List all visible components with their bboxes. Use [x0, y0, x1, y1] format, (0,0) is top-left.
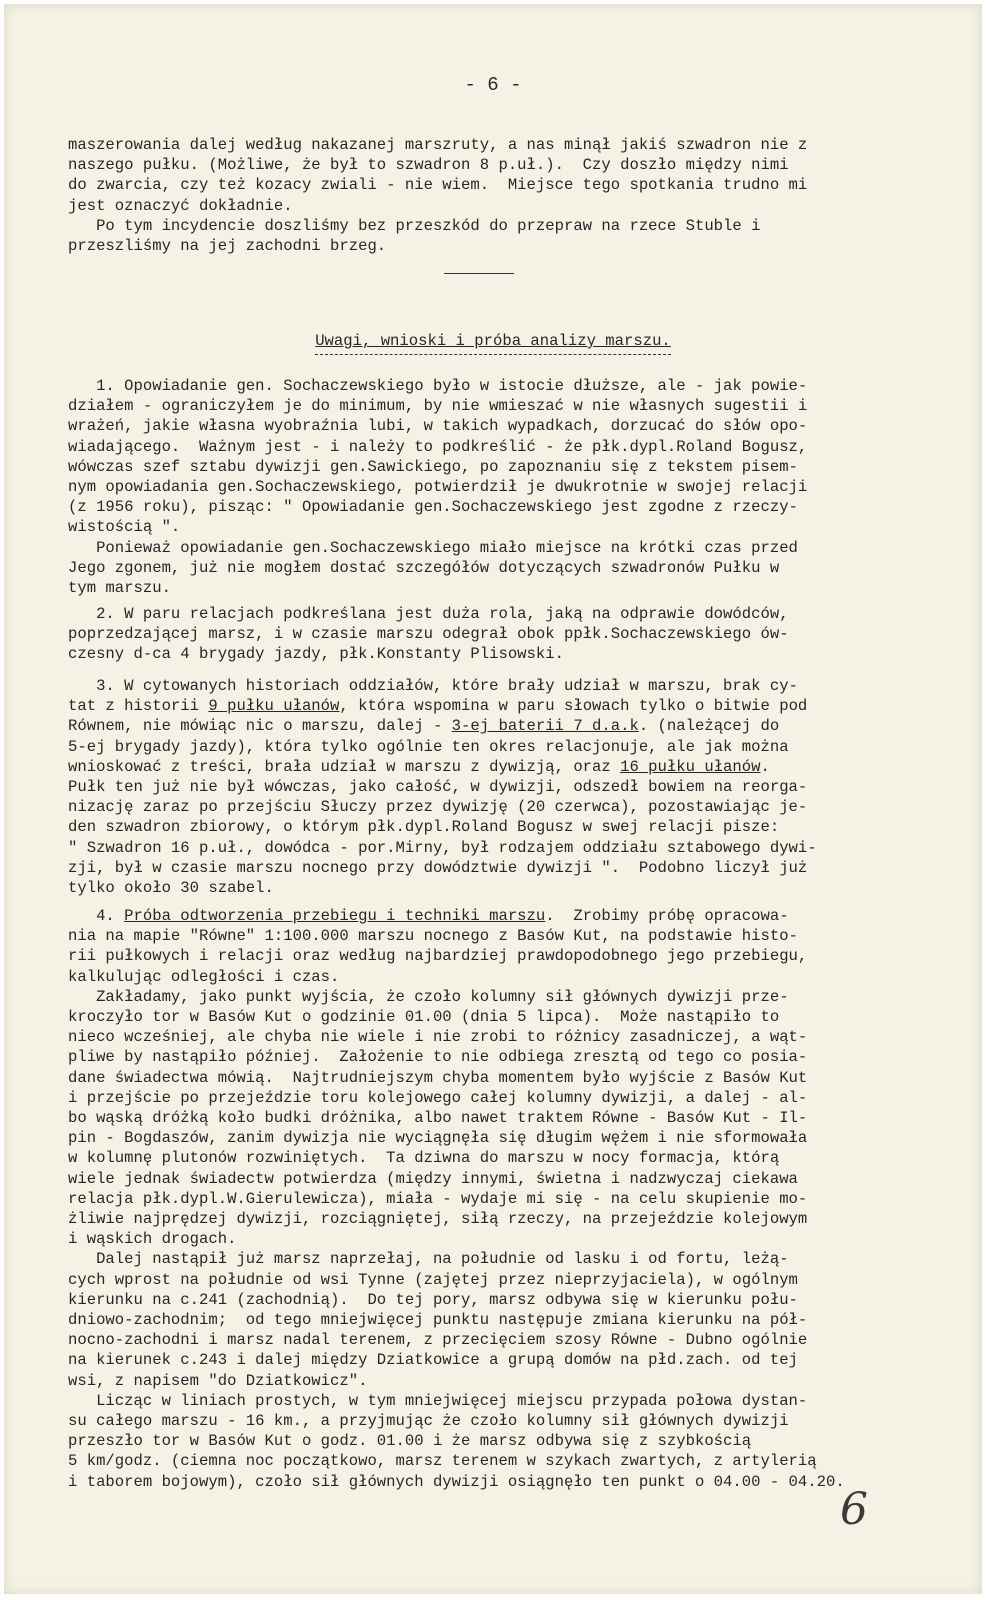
text-run: 4.	[68, 907, 125, 925]
section-divider	[444, 273, 514, 274]
text-line	[68, 906, 880, 926]
text-line: do zwarcia, czy też kozacy zwiali - nie wiem. Miejsce tego spotkania trudno mi	[68, 176, 808, 195]
text-line: Pułk ten już nie był wówczas, jako całość, w dywizji, odszedł bowiem na reorga-	[68, 778, 808, 797]
text-line: i przejście po przejeździe toru kolejowego całej kolumny dywizji, a dalej - al-	[68, 1088, 808, 1107]
text-line: kierunku na c.241 (zachodnią). Do tej pory, marsz odbywa się w kierunku połu-	[68, 1290, 798, 1309]
text-line: wiadającego. Ważnym jest - i należy to podkreślić - że płk.dypl.Roland Bogusz,	[68, 437, 808, 456]
text-line: " Szwadron 16 p.uł., dowódca - por.Mirny, był rodzajem oddziału sztabowego dywi-	[68, 838, 817, 857]
text-run: Równem, nie mówiąc nic o marszu, dalej -	[68, 717, 452, 736]
text-run: .	[760, 757, 770, 776]
text-line: nocno-zachodni i marsz nadal terenem, z przecięciem szosy Równe - Dubno ogólnie	[68, 1331, 808, 1350]
underlined-citation: 3-ej baterii 7 d.a.k	[451, 717, 639, 736]
point-3-paragraph	[68, 676, 880, 898]
text-run: . Zrobimy próbę opracowa-	[545, 907, 789, 925]
text-line: Po tym incydencie doszliśmy bez przeszkód do przepraw na rzece Stuble i	[68, 216, 761, 235]
point-2-paragraph	[68, 604, 880, 665]
text-line: Ponieważ opowiadanie gen.Sochaczewskiego miało miejsce na krótki czas przed	[68, 538, 798, 557]
text-line: na kierunek c.243 i dalej między Dziatkowice a grupą domów na płd.zach. od tej	[68, 1351, 798, 1370]
text-line: pin - Bogdaszów, zanim dywizja nie wyciągnęła się długim wężem i nie sformowała	[68, 1129, 808, 1148]
text-line: (z 1956 roku), pisząc: " Opowiadanie gen.Sochaczewskiego jest zgodne z rzeczy-	[68, 498, 798, 517]
text-line: 3. W cytowanych historiach oddziałów, które brały udział w marszu, brak cy-	[68, 677, 798, 695]
page-number: - 6 -	[464, 74, 522, 96]
text-run: , która wspomina w paru słowach tylko o bitwie pod	[339, 697, 808, 716]
point-1-paragraph	[68, 376, 880, 598]
text-line: Dalej nastąpił już marsz naprzełaj, na południe od lasku i od fortu, leżą-	[68, 1250, 789, 1269]
text-line: przeszliśmy na jej zachodni brzeg.	[68, 237, 387, 256]
text-line: den szwadron zbiorowy, o którym płk.dypl.Roland Bogusz w swej relacji pisze:	[68, 818, 780, 837]
text-line: nizację zaraz po przejściu Słuczy przez dywizję (20 czerwca), pozostawiając je-	[68, 798, 808, 817]
text-line: dane świadectwa mówią. Najtrudniejszym chyba momentem było wyjście z Basów Kut	[68, 1068, 808, 1087]
text-line: nym opowiadania gen.Sochaczewskiego, potwierdził je dwukrotnie w swojej relacji	[68, 478, 808, 497]
text-line: działem - ograniczyłem je do minimum, by nie wmieszać w nie własnych sugestii i	[68, 397, 808, 416]
text-line	[68, 696, 880, 716]
text-line: 5-ej brygady jazdy), która tylko ogólnie ten okres relacjonuje, ale jak można	[68, 737, 789, 756]
text-line: su całego marszu - 16 km., a przyjmując że czoło kolumny sił głównych dywizji	[68, 1412, 789, 1431]
text-line	[68, 716, 880, 736]
text-line: bo wąską dróżką koło budki dróżnika, albo nawet traktem Równe - Basów Kut - Il-	[68, 1109, 808, 1128]
text-line: wrażeń, jakie własna wyobraźnia lubi, w takich wypadkach, dorzucać do słów opo-	[68, 417, 808, 436]
section-heading	[4, 332, 982, 355]
text-line: wistością ".	[68, 518, 181, 537]
text-line: i wąskich drogach.	[68, 1230, 237, 1249]
text-line: kroczyło tor w Basów Kut o godzinie 01.00 (dnia 5 lipca). Może nastąpiło to	[68, 1008, 780, 1027]
underlined-title: Próba odtworzenia przebiegu i techniki marszu	[124, 907, 546, 925]
text-line: przeszło tor w Basów Kut o godz. 01.00 i że marsz odbywa się z szybkością	[68, 1432, 752, 1451]
text-line: pliwe by nastąpiło później. Założenie to nie odbiega zresztą od tego co posia-	[68, 1048, 808, 1067]
text-line: jest oznaczyć dokładnie.	[68, 196, 293, 215]
text-line: Licząc w liniach prostych, w tym mniejwięcej miejscu przypada połowa dystan-	[68, 1391, 808, 1410]
handwritten-page-number: 6	[840, 1484, 868, 1535]
document-page	[4, 4, 982, 1594]
text-line: wsi, z napisem "do Dziatkowicz".	[68, 1371, 368, 1390]
text-run: tat z historii	[68, 697, 209, 716]
text-line: nia na mapie "Równe" 1:100.000 marszu nocnego z Basów Kut, na podstawie histo-	[68, 927, 798, 946]
text-line: tylko około 30 szabel.	[68, 879, 274, 898]
text-run: wnioskować z treści, brała udział w marszu z dywizją, oraz	[68, 757, 621, 776]
text-line: w kolumnę plutonów rozwiniętych. Ta dziwna do marszu w nocy formacja, którą	[68, 1149, 780, 1168]
section-heading-text: Uwagi, wnioski i próba analizy marszu.	[315, 332, 671, 355]
point-4-paragraph	[68, 906, 880, 1492]
text-line: 1. Opowiadanie gen. Sochaczewskiego było w istocie dłuższe, ale - jak powie-	[68, 377, 808, 395]
text-line: i taborem bojowym), czoło sił głównych dywizji osiągnęło ten punkt o 04.00 - 04.20.	[68, 1472, 845, 1491]
text-line: naszego pułku. (Możliwe, że był to szwadron 8 p.uł.). Czy doszło między nimi	[68, 156, 789, 175]
text-run: . (należącej do	[638, 717, 780, 736]
text-line: kalkulując odległości i czas.	[68, 967, 340, 986]
text-line: poprzedzającej marsz, i w czasie marszu odegrał obok ppłk.Sochaczewskiego ów-	[68, 625, 789, 644]
underlined-citation: 9 pułku ułanów	[208, 697, 340, 716]
text-line: rii pułkowych i relacji oraz według najbardziej prawdopodobnego jego przebiegu,	[68, 947, 808, 966]
underlined-citation: 16 pułku ułanów	[620, 757, 761, 776]
text-line: czesny d-ca 4 brygady jazdy, płk.Konstanty Plisowski.	[68, 645, 564, 664]
text-line: zji, był w czasie marszu nocnego przy dowództwie dywizji ". Podobno liczył już	[68, 858, 808, 877]
text-line: Zakładamy, jako punkt wyjścia, że czoło kolumny sił głównych dywizji prze-	[68, 987, 789, 1006]
text-line: tym marszu.	[68, 579, 171, 598]
text-line: wówczas szef sztabu dywizji gen.Sawickiego, po zapoznaniu się z tekstem pisem-	[68, 457, 798, 476]
text-line	[68, 757, 880, 777]
text-line: nieco wcześniej, ale chyba nie wiele i nie zrobi to różnicy zasadniczej, a wąt-	[68, 1028, 808, 1047]
text-line: 2. W paru relacjach podkreślana jest duża rola, jaką na odprawie dowódców,	[68, 605, 789, 623]
text-line: wiele jednak świadectw potwierdza (między innymi, świetna i nadzwyczaj ciekawa	[68, 1169, 798, 1188]
text-line: relacja płk.dypl.W.Gierulewicza), miała - wydaje mi się - na celu skupienie mo-	[68, 1189, 808, 1208]
text-line: cych wprost na południe od wsi Tynne (zajętej przez nieprzyjaciela), w ogólnym	[68, 1270, 798, 1289]
text-line: 5 km/godz. (ciemna noc początkowo, marsz terenem w szykach zwartych, z artylerią	[68, 1452, 817, 1471]
intro-paragraph	[68, 135, 880, 256]
text-line: Jego zgonem, już nie mogłem dostać szczegółów dotyczących szwadronów Pułku w	[68, 558, 780, 577]
text-line: dniowo-zachodnim; od tego mniejwięcej punktu następuje zmiana kierunku na pół-	[68, 1311, 808, 1330]
text-line: maszerowania dalej według nakazanej marszruty, a nas minął jakiś szwadron nie z	[68, 136, 808, 154]
text-line: żliwie najprędzej dywizji, rozciągniętej, siłą rzeczy, na przejeździe kolejowym	[68, 1210, 808, 1229]
